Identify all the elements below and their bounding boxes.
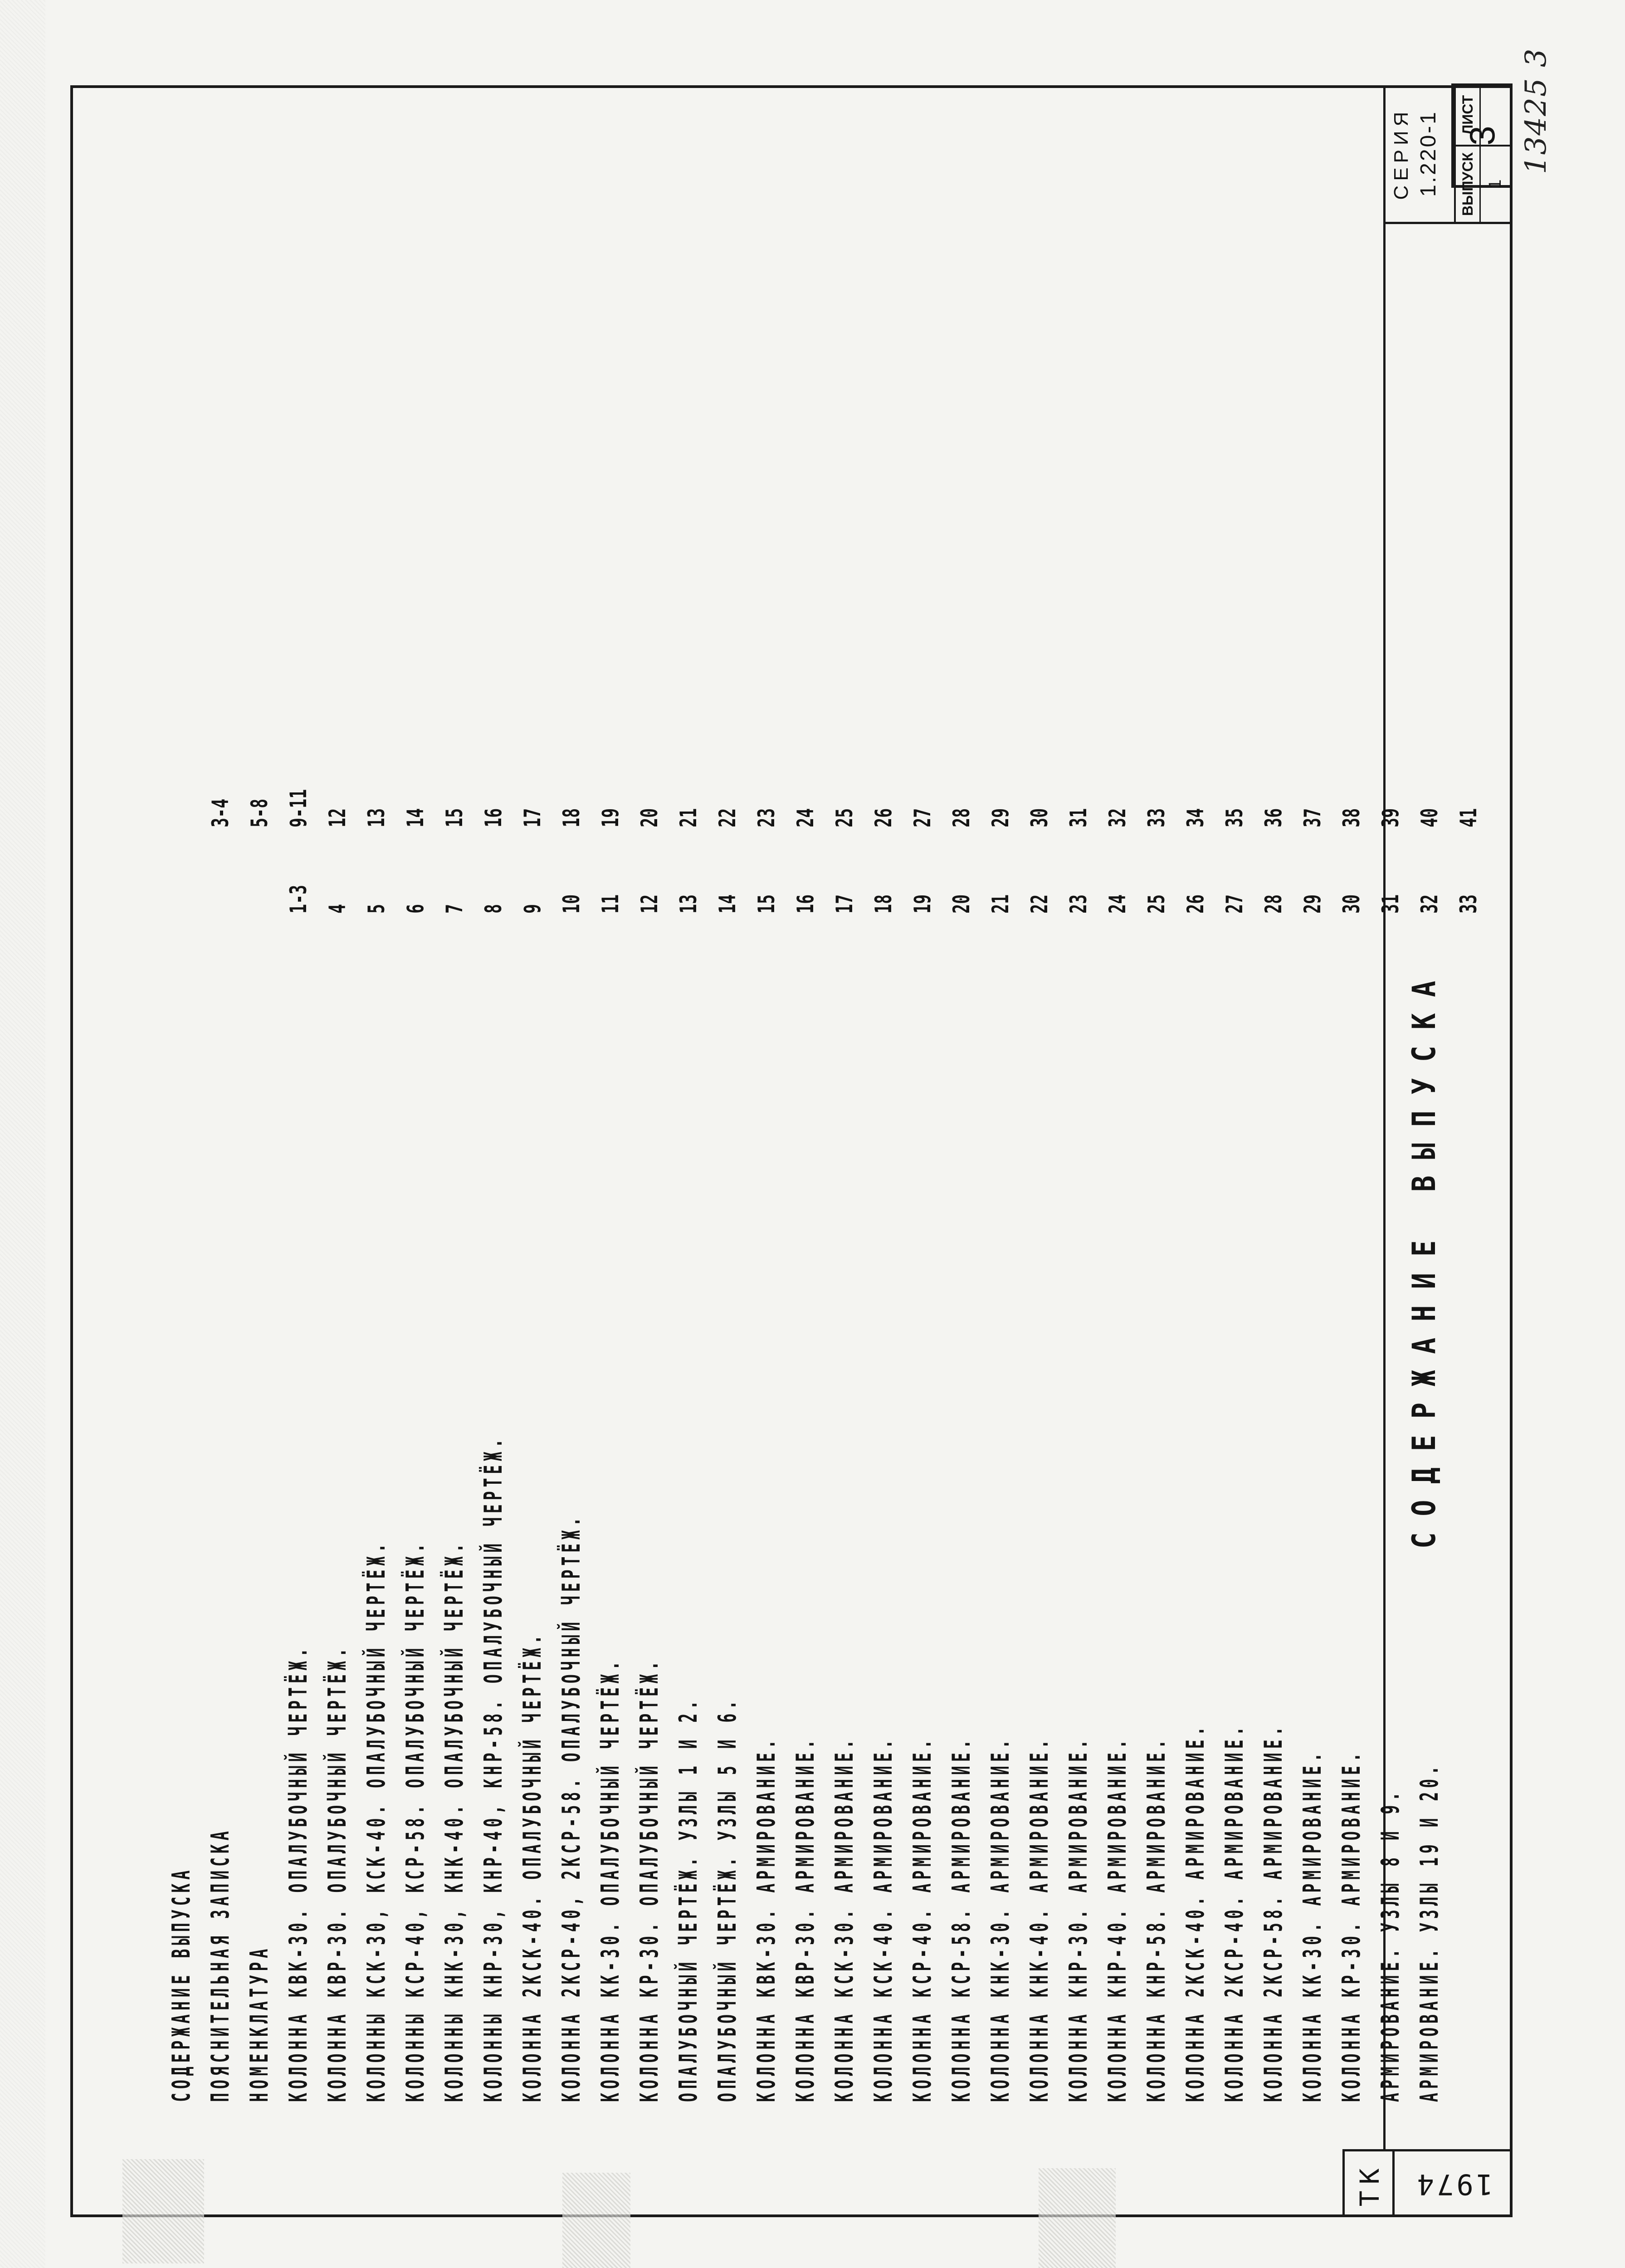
issue-label: ВЫПУСК <box>1456 147 1481 222</box>
contents-item: КОЛОННА 2КСР-40. АРМИРОВАНИЕ. <box>1220 1722 1249 2102</box>
contents-item: СОДЕРЖАНИЕ ВЫПУСКА <box>167 1866 195 2102</box>
contents-sheet-number: 33 <box>1455 894 1482 914</box>
contents-page-number: 32 <box>1104 808 1131 827</box>
contents-item: КОЛОННЫ КНК-30, КНК-40. ОПАЛУБОЧНЫЙ ЧЕРТЁЖ. <box>440 1540 468 2102</box>
contents-sheet-number: 29 <box>1299 894 1326 914</box>
scan-artifact <box>562 2173 630 2268</box>
contents-page-number: 16 <box>480 808 507 827</box>
contents-sheet-number: 9 <box>519 904 546 914</box>
contents-sheet-number: 20 <box>948 894 975 914</box>
contents-page-number: 28 <box>948 808 975 827</box>
contents-sheet-number: 17 <box>831 894 858 914</box>
contents-page-number: 36 <box>1260 808 1287 827</box>
contents-sheet-number: 11 <box>597 894 624 914</box>
contents-item: КОЛОННА КВР-30. ОПАЛУБОЧНЫЙ ЧЕРТЁЖ. <box>323 1644 351 2102</box>
contents-item: КОЛОННА КСК-40. АРМИРОВАНИЕ. <box>869 1735 898 2102</box>
series-cell <box>1383 85 1456 222</box>
contents-item: ОПАЛУБОЧНЫЙ ЧЕРТЁЖ. УЗЛЫ 5 И 6. <box>713 1696 742 2102</box>
contents-sheet-number: 21 <box>987 894 1014 914</box>
contents-page-number: 30 <box>1026 808 1053 827</box>
contents-page-number: 19 <box>597 808 624 827</box>
org-strip <box>1342 2149 1513 2217</box>
contents-item: КОЛОННА КСР-40. АРМИРОВАНИЕ. <box>908 1735 937 2102</box>
contents-item: ОПАЛУБОЧНЫЙ ЧЕРТЁЖ. УЗЛЫ 1 И 2. <box>674 1696 703 2102</box>
contents-item: АРМИРОВАНИЕ. УЗЛЫ 19 И 20. <box>1415 1762 1444 2102</box>
contents-sheet-number: 6 <box>402 904 429 914</box>
contents-sheet-number: 25 <box>1143 894 1170 914</box>
contents-item: КОЛОННА КК-30. ОПАЛУБОЧНЫЙ ЧЕРТЁЖ. <box>596 1657 625 2102</box>
contents-item: НОМЕНКЛАТУРА <box>245 1945 273 2102</box>
scan-artifact <box>122 2159 204 2263</box>
contents-item: КОЛОННА КВР-30. АРМИРОВАНИЕ. <box>791 1735 820 2102</box>
contents-item: КОЛОННА 2КСР-58. АРМИРОВАНИЕ. <box>1259 1722 1288 2102</box>
contents-page-number: 41 <box>1455 808 1482 827</box>
contents-sheet-number: 5 <box>363 904 390 914</box>
contents-page-number: 5-8 <box>246 798 273 827</box>
contents-page-number: 26 <box>870 808 897 827</box>
contents-page-number: 23 <box>753 808 780 827</box>
issue-cell <box>1456 145 1513 222</box>
contents-sheet-number: 8 <box>480 904 507 914</box>
contents-sheet-number: 32 <box>1416 894 1443 914</box>
contents-sheet-number: 13 <box>675 894 702 914</box>
contents-item: КОЛОННА КНК-40. АРМИРОВАНИЕ. <box>1025 1735 1054 2102</box>
series-stamp <box>1383 85 1513 224</box>
series-label: СЕРИЯ <box>1390 107 1412 200</box>
contents-sheet-number: 24 <box>1104 894 1131 914</box>
contents-page-number: 33 <box>1143 808 1170 827</box>
contents-item: КОЛОННА КК-30. АРМИРОВАНИЕ. <box>1298 1749 1327 2102</box>
contents-page-number: 25 <box>831 808 858 827</box>
sheet-number: 3 <box>1462 126 1502 146</box>
contents-item: КОЛОННЫ КСР-40, КСР-58. ОПАЛУБОЧНЫЙ ЧЕРТЁЖ. <box>401 1540 429 2102</box>
contents-page-number: 13 <box>363 808 390 827</box>
contents-page-number: 14 <box>402 808 429 827</box>
contents-page-number: 15 <box>441 808 468 827</box>
contents-page-number: 35 <box>1221 808 1248 827</box>
scan-artifact <box>1039 2168 1116 2268</box>
contents-page-number: 9-11 <box>285 789 312 827</box>
issue-value: 1 <box>1486 179 1505 189</box>
contents-sheet-number: 1-3 <box>285 885 312 914</box>
contents-item: КОЛОННА 2КСК-40. АРМИРОВАНИЕ. <box>1181 1722 1210 2102</box>
contents-sheet-number: 10 <box>558 894 585 914</box>
sheet-cell <box>1456 85 1513 145</box>
contents-item: КОЛОННА КР-30. ОПАЛУБОЧНЫЙ ЧЕРТЁЖ. <box>635 1657 664 2102</box>
contents-item: КОЛОННА КНР-58. АРМИРОВАНИЕ. <box>1142 1735 1171 2102</box>
contents-sheet-number: 22 <box>1026 894 1053 914</box>
contents-page-number: 37 <box>1299 808 1326 827</box>
contents-sheet-number: 19 <box>909 894 936 914</box>
contents-item: КОЛОННЫ КСК-30, КСК-40. ОПАЛУБОЧНЫЙ ЧЕРТЁЖ. <box>362 1540 390 2102</box>
contents-sheet-number: 12 <box>636 894 663 914</box>
contents-item: КОЛОННА 2КСР-40, 2КСР-58. ОПАЛУБОЧНЫЙ ЧЕРТЁЖ. <box>557 1513 586 2102</box>
contents-page-number: 22 <box>714 808 741 827</box>
contents-item: КОЛОННА КНР-30. АРМИРОВАНИЕ. <box>1064 1735 1093 2102</box>
contents-page-number: 39 <box>1377 808 1404 827</box>
contents-page-number: 38 <box>1338 808 1365 827</box>
contents-page-number: 29 <box>987 808 1014 827</box>
contents-sheet-number: 15 <box>753 894 780 914</box>
contents-item: ПОЯСНИТЕЛЬНАЯ ЗАПИСКА <box>206 1827 234 2102</box>
contents-page-number: 20 <box>636 808 663 827</box>
issue-sheet-row <box>1456 85 1513 222</box>
contents-page-number: 12 <box>324 808 351 827</box>
contents-item: КОЛОННА КР-30. АРМИРОВАНИЕ. <box>1337 1749 1366 2102</box>
contents-page-number: 21 <box>675 808 702 827</box>
contents-page-number: 31 <box>1065 808 1092 827</box>
contents-sheet-number: 30 <box>1338 894 1365 914</box>
contents-item: КОЛОННА 2КСК-40. ОПАЛУБОЧНЫЙ ЧЕРТЁЖ. <box>518 1631 547 2102</box>
contents-sheet-number: 14 <box>714 894 741 914</box>
contents-item: КОЛОННА КНК-30. АРМИРОВАНИЕ. <box>986 1735 1015 2102</box>
contents-item: КОЛОННА КВК-30. ОПАЛУБОЧНЫЙ ЧЕРТЁЖ. <box>284 1644 312 2102</box>
contents-item: КОЛОННЫ КНР-30, КНР-40, КНР-58. ОПАЛУБОЧНЫЙ ЧЕРТЁЖ. <box>479 1435 508 2102</box>
contents-page-number: 34 <box>1182 808 1209 827</box>
contents-sheet-number: 28 <box>1260 894 1287 914</box>
contents-sheet-number: 31 <box>1377 894 1404 914</box>
contents-item: КОЛОННА КСР-58. АРМИРОВАНИЕ. <box>947 1735 976 2102</box>
handwritten-note: 13425 3 <box>1519 48 1553 174</box>
contents-sheet-number: 23 <box>1065 894 1092 914</box>
sheet-label: ЛИСТ <box>1456 85 1481 145</box>
contents-page-number: 40 <box>1416 808 1443 827</box>
year: 1974 <box>1414 2168 1493 2201</box>
series-value: 1.220-1 <box>1416 110 1440 197</box>
contents-page-number: 24 <box>792 808 819 827</box>
org-code: ТК <box>1345 2151 1395 2217</box>
contents-page-number: 27 <box>909 808 936 827</box>
contents-page-number: 3-4 <box>207 798 234 827</box>
scan-artifact <box>0 0 45 2268</box>
contents-sheet-number: 16 <box>792 894 819 914</box>
contents-sheet-number: 7 <box>441 904 468 914</box>
contents-sheet-number: 27 <box>1221 894 1248 914</box>
document-title: СОДЕРЖАНИЕ ВЫПУСКА <box>1405 964 1443 1549</box>
contents-item: АРМИРОВАНИЕ. УЗЛЫ 8 И 9. <box>1376 1788 1405 2102</box>
contents-item: КОЛОННА КСК-30. АРМИРОВАНИЕ. <box>830 1735 859 2102</box>
contents-item: КОЛОННА КВК-30. АРМИРОВАНИЕ. <box>752 1735 781 2102</box>
contents-page-number: 18 <box>558 808 585 827</box>
contents-item: КОЛОННА КНР-40. АРМИРОВАНИЕ. <box>1103 1735 1132 2102</box>
contents-sheet-number: 4 <box>324 904 351 914</box>
contents-page-number: 17 <box>519 808 546 827</box>
contents-sheet-number: 18 <box>870 894 897 914</box>
contents-sheet-number: 26 <box>1182 894 1209 914</box>
